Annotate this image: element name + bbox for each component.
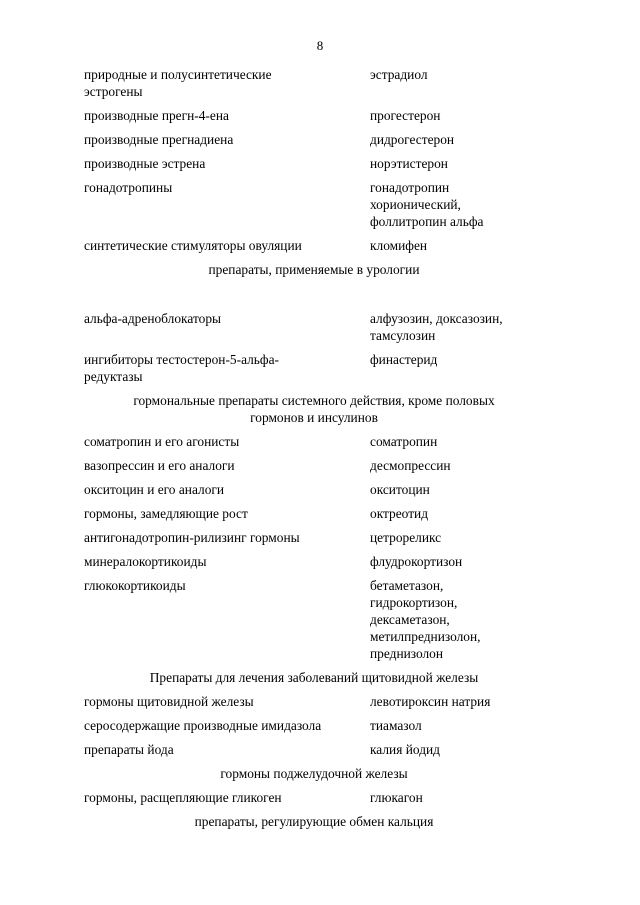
drug-group-label: глюкокортикоиды — [84, 578, 186, 593]
drug-group-label: серосодержащие производные имидазола — [84, 718, 322, 733]
table-row — [84, 179, 544, 230]
table-row — [84, 505, 544, 522]
drug-group-label: ингибиторы тестостерон-5-альфа- редуктазы — [84, 352, 279, 384]
section-heading: препараты, применяемые в урологии — [208, 262, 420, 277]
table-row — [84, 717, 544, 734]
drug-name-value: калия йодид — [370, 742, 440, 757]
drug-name-value: окситоцин — [370, 482, 430, 497]
drug-name-value: прогестерон — [370, 108, 441, 123]
table-row — [84, 66, 544, 100]
drug-name-value: десмопрессин — [370, 458, 451, 473]
table-row — [84, 741, 544, 758]
drug-name-value: норэтистерон — [370, 156, 448, 171]
drug-group-label: гормоны, расщепляющие гликоген — [84, 790, 282, 805]
drug-group-label: гормоны, замедляющие рост — [84, 506, 248, 521]
page-number: 8 — [316, 38, 324, 53]
section-heading: гормональные препараты системного действия, кроме половых гормонов и инсулинов — [133, 393, 495, 425]
drug-name-value: цетрореликс — [370, 530, 442, 545]
section-heading: препараты, регулирующие обмен кальция — [194, 814, 434, 829]
drug-name-value: бетаметазон, гидрокортизон, дексаметазон, метилпреднизолон, преднизолон — [370, 578, 481, 661]
table-row — [84, 310, 544, 344]
drug-name-value: левотироксин натрия — [370, 694, 491, 709]
table-row — [84, 553, 544, 570]
drug-name-value: октреотид — [370, 506, 429, 521]
drug-name-value: эстрадиол — [370, 67, 428, 82]
drug-group-label: гонадотропины — [84, 180, 173, 195]
drug-group-label: препараты йода — [84, 742, 174, 757]
table-row — [84, 131, 544, 148]
table-row — [84, 107, 544, 124]
drug-group-label: производные прегнадиена — [84, 132, 234, 147]
section-heading: гормоны поджелудочной железы — [220, 766, 408, 781]
table-row — [84, 481, 544, 498]
drug-name-value: флудрокортизон — [370, 554, 463, 569]
drug-group-label: антигонадотропин-рилизинг гормоны — [84, 530, 300, 545]
document-body — [84, 66, 544, 837]
drug-name-value: глюкагон — [370, 790, 423, 805]
drug-group-label: вазопрессин и его аналоги — [84, 458, 235, 473]
drug-group-label: минералокортикоиды — [84, 554, 207, 569]
drug-group-label: окситоцин и его аналоги — [84, 482, 225, 497]
table-row — [84, 237, 544, 254]
drug-name-value: соматропин — [370, 434, 438, 449]
table-row — [84, 693, 544, 710]
drug-name-value: алфузозин, доксазозин, тамсулозин — [370, 311, 503, 343]
table-row — [84, 155, 544, 172]
table-row — [84, 351, 544, 385]
table-row — [84, 789, 544, 806]
section-heading: Препараты для лечения заболеваний щитовидной железы — [149, 670, 479, 685]
table-row — [84, 577, 544, 662]
table-row — [84, 529, 544, 546]
drug-name-value: дидрогестерон — [370, 132, 455, 147]
drug-group-label: производные эстрена — [84, 156, 206, 171]
drug-group-label: природные и полусинтетические эстрогены — [84, 67, 272, 99]
drug-group-label: гормоны щитовидной железы — [84, 694, 254, 709]
drug-group-label: производные прегн-4-ена — [84, 108, 229, 123]
table-row — [84, 433, 544, 450]
drug-name-value: гонадотропин хорионический, фоллитропин альфа — [370, 180, 484, 229]
drug-group-label: синтетические стимуляторы овуляции — [84, 238, 302, 253]
drug-group-label: альфа-адреноблокаторы — [84, 311, 222, 326]
drug-name-value: кломифен — [370, 238, 428, 253]
drug-name-value: финастерид — [370, 352, 438, 367]
drug-name-value: тиамазол — [370, 718, 422, 733]
drug-group-label: соматропин и его агонисты — [84, 434, 240, 449]
table-row — [84, 457, 544, 474]
